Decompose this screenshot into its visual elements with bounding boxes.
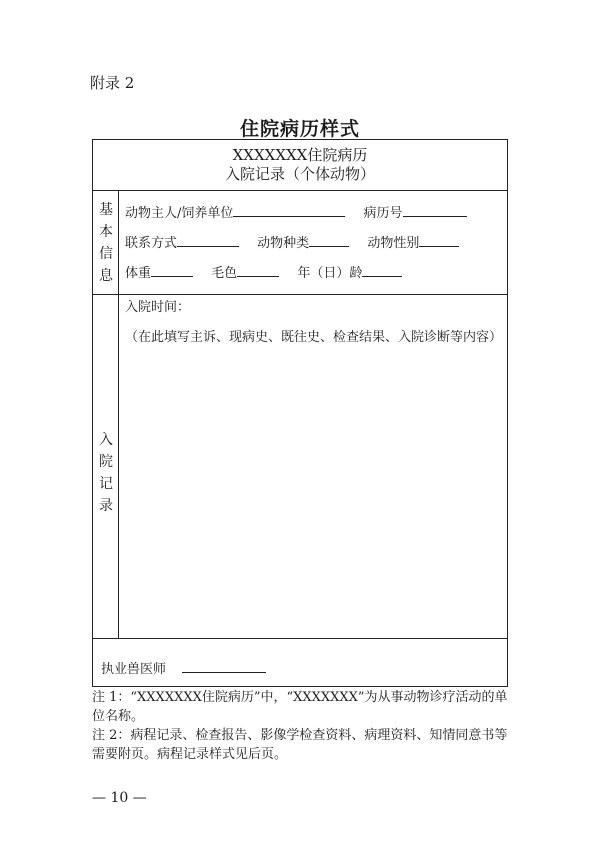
footnote-2: 注 2：病程记录、检查报告、影像学检查资料、病理资料、知情同意书等需要附页。病程记录样式见后页。 [92, 728, 508, 762]
section-divider [93, 294, 507, 295]
form-header [93, 140, 507, 191]
basic-info-label-char: 息 [99, 268, 113, 284]
record-number-blank[interactable] [403, 204, 467, 217]
form-header-subtitle: 入院记录（个体动物） [224, 165, 375, 183]
section-divider [93, 638, 507, 639]
age-blank[interactable] [362, 264, 402, 277]
admission-instruction: （在此填写主诉、现病史、既往史、检查结果、入院诊断等内容） [125, 330, 503, 345]
basic-info-label-char: 基 [99, 202, 113, 218]
coat-color-blank[interactable] [237, 264, 279, 277]
basic-info-fields [123, 190, 503, 294]
footnotes [92, 688, 512, 764]
form-header-title: XXXXXXX住院病历 [232, 146, 368, 164]
sex-blank[interactable] [419, 234, 459, 247]
appendix-label: 附录 2 [90, 74, 135, 92]
species-label: 动物种类 [257, 236, 310, 251]
admission-time-label: 入院时间： [125, 300, 191, 315]
veterinarian-row [101, 658, 266, 677]
species-blank[interactable] [309, 234, 349, 247]
owner-unit-blank[interactable] [233, 204, 345, 217]
coat-color-label: 毛色 [211, 266, 238, 281]
sex-label: 动物性别 [367, 236, 420, 251]
weight-label: 体重 [125, 266, 152, 281]
weight-blank[interactable] [151, 264, 193, 277]
veterinarian-label: 执业兽医师 [101, 662, 167, 677]
veterinarian-signature-blank[interactable] [182, 660, 266, 673]
admission-label-char: 记 [99, 476, 113, 492]
page-number: — 10 — [92, 790, 147, 806]
basic-info-row-2 [125, 232, 459, 251]
admission-label-column [93, 294, 119, 638]
admission-label-char: 入 [99, 432, 113, 448]
document-title: 住院病历样式 [239, 118, 360, 140]
admission-label-char: 录 [99, 498, 113, 514]
contact-label: 联系方式 [125, 236, 178, 251]
contact-blank[interactable] [177, 234, 239, 247]
admission-label-char: 院 [99, 454, 113, 470]
footnote-1: 注 1：“XXXXXXX住院病历”中，“XXXXXXX”为从事动物诊疗活动的单位名称。 [92, 690, 508, 724]
basic-info-label-column [93, 190, 119, 294]
record-number-label: 病历号 [363, 206, 403, 221]
basic-info-label-char: 信 [99, 246, 113, 262]
owner-unit-label: 动物主人/饲养单位 [125, 206, 234, 221]
basic-info-label-char: 本 [99, 224, 113, 240]
basic-info-row-3 [125, 262, 402, 281]
basic-info-row-1 [125, 202, 467, 221]
age-label: 年（日）龄 [297, 266, 363, 281]
record-form [92, 139, 508, 687]
